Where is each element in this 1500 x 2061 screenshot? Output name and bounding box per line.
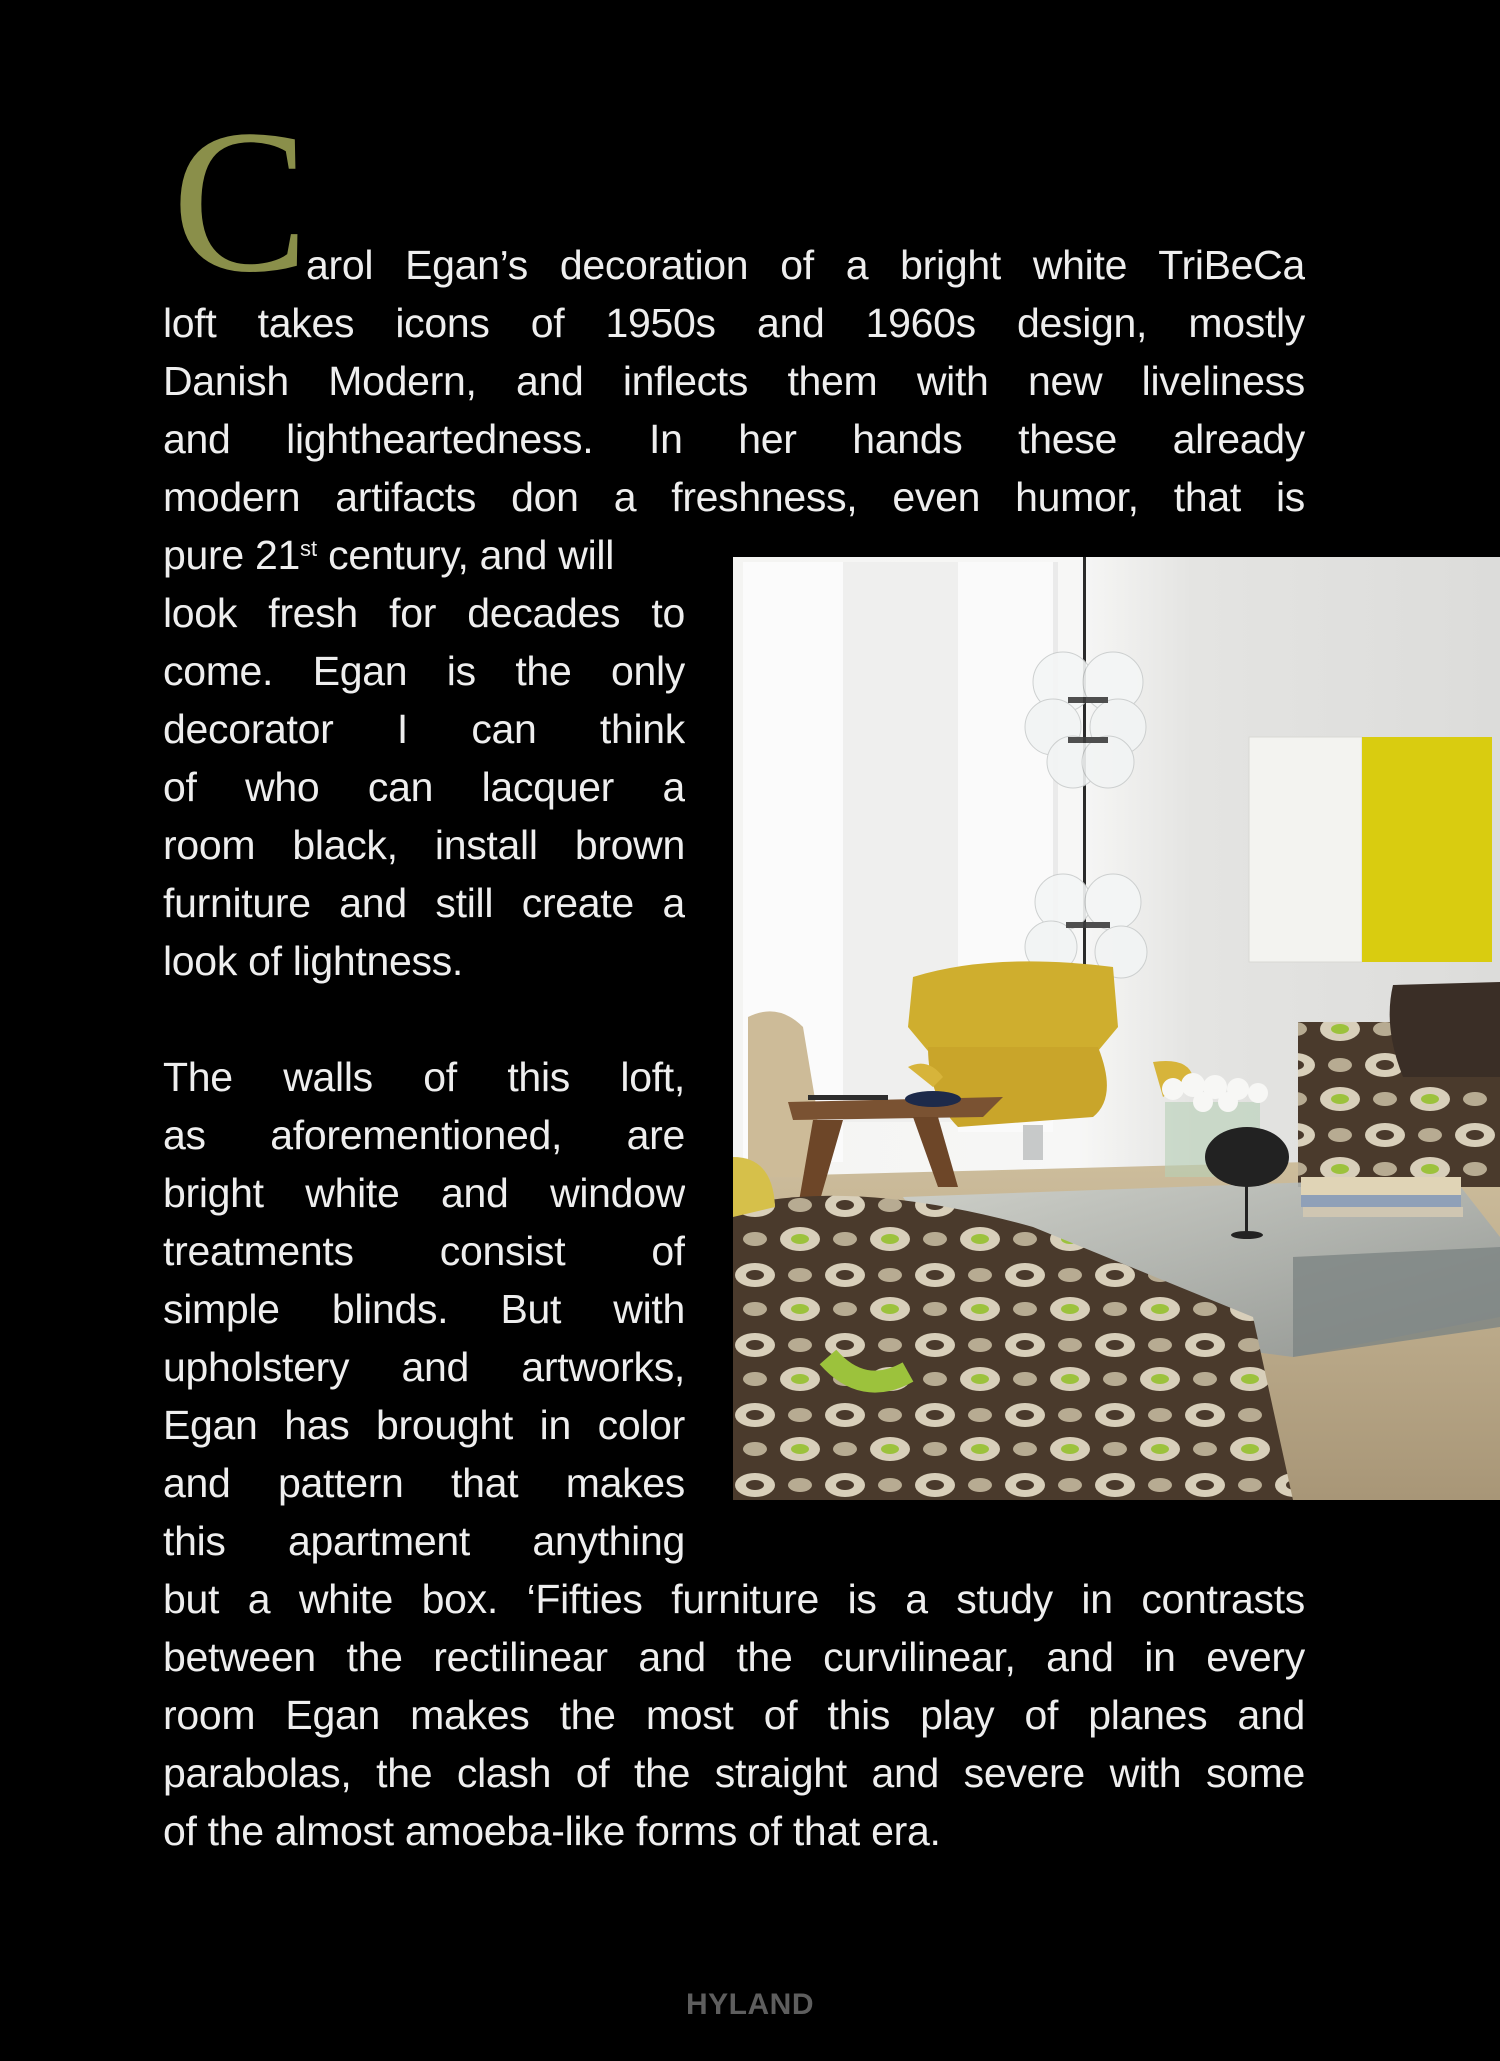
publication-brand: HYLAND xyxy=(686,1988,814,2021)
body-text-line: parabolas, the clash of the straight and severe with some xyxy=(163,1750,1305,1796)
body-text-line: come. Egan is the only xyxy=(163,648,685,694)
body-text-line: decorator I can think xyxy=(163,706,685,752)
body-text-line: treatments consist of xyxy=(163,1228,685,1274)
body-text-line: furniture and still create a xyxy=(163,880,685,926)
body-text-line: look of lightness. xyxy=(163,938,463,984)
body-text-line: bright white and window xyxy=(163,1170,685,1216)
body-text-line: as aforementioned, are xyxy=(163,1112,685,1158)
body-text-line: and pattern that makes xyxy=(163,1460,685,1506)
body-text-line: The walls of this loft, xyxy=(163,1054,685,1100)
body-text-line: of who can lacquer a xyxy=(163,764,685,810)
body-text-line: arol Egan’s decoration of a bright white TriBeCa xyxy=(306,242,1305,288)
body-text-line: of the almost amoeba-like forms of that era. xyxy=(163,1808,941,1854)
body-text-line: room Egan makes the most of this play of planes and xyxy=(163,1692,1305,1738)
body-text-line-with-ordinal xyxy=(163,526,685,584)
text-segment: pure 21 xyxy=(163,532,300,578)
body-text-line: this apartment anything xyxy=(163,1518,685,1564)
interior-photo xyxy=(733,557,1500,1500)
body-text-line: Egan has brought in color xyxy=(163,1402,685,1448)
body-text-line: modern artifacts don a freshness, even humor, that is xyxy=(163,474,1305,520)
body-text-line: upholstery and artworks, xyxy=(163,1344,685,1390)
text-segment: century, and will xyxy=(317,532,615,578)
body-text-line: simple blinds. But with xyxy=(163,1286,685,1332)
body-text-line: room black, install brown xyxy=(163,822,685,868)
body-text-line: loft takes icons of 1950s and 1960s design, mostly xyxy=(163,300,1305,346)
body-text-line: but a white box. ‘Fifties furniture is a study in contrasts xyxy=(163,1576,1305,1622)
body-text-line: look fresh for decades to xyxy=(163,590,685,636)
body-text-line: and lightheartedness. In her hands these already xyxy=(163,416,1305,462)
ordinal-superscript: st xyxy=(299,536,318,561)
body-text-line: Danish Modern, and inflects them with new liveliness xyxy=(163,358,1305,404)
body-text-line: between the rectilinear and the curvilinear, and in every xyxy=(163,1634,1305,1680)
drop-cap-letter: C xyxy=(172,88,309,315)
